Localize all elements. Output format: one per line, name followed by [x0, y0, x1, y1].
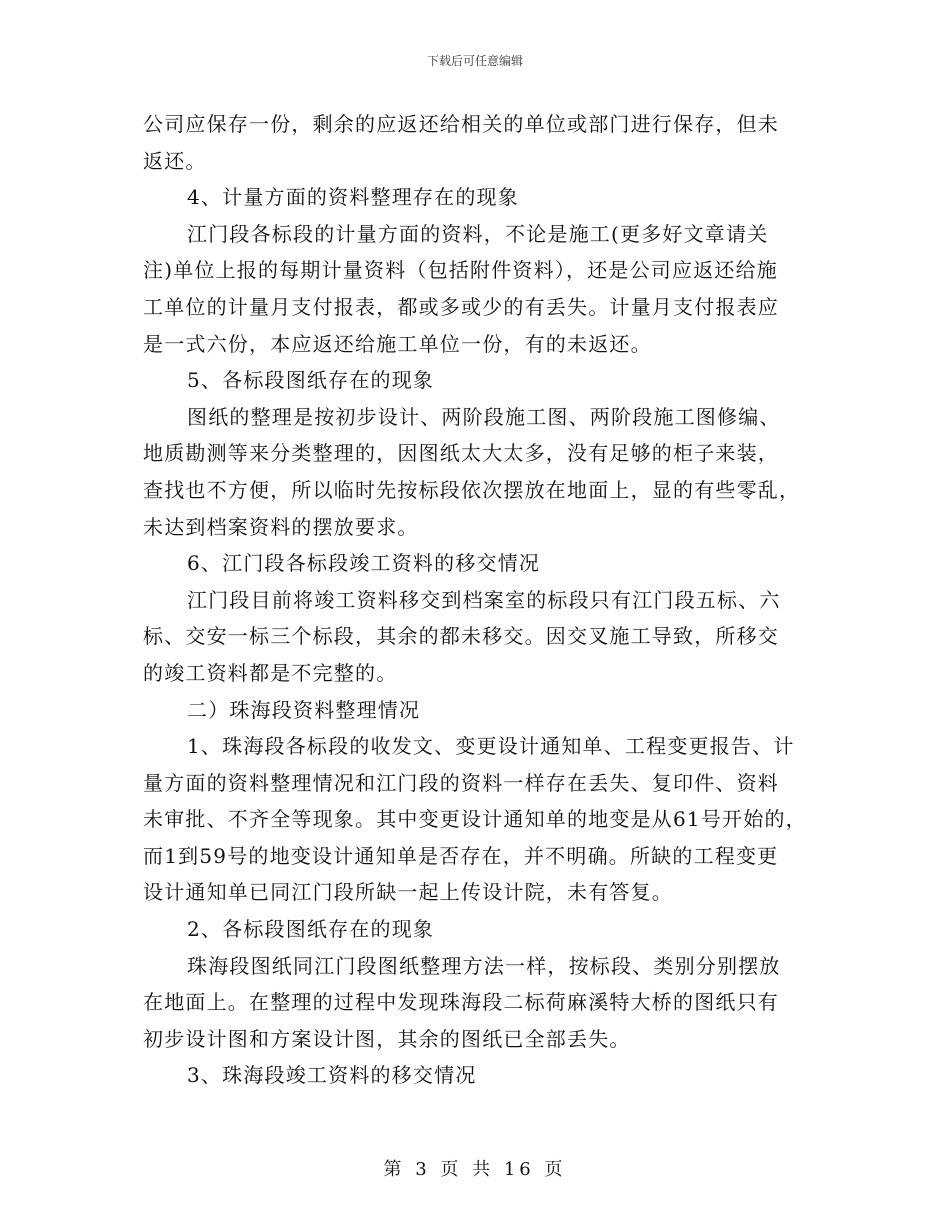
- text-line: 初步设计图和方案设计图，其余的图纸已全部丢失。: [143, 1026, 631, 1051]
- text-line: 1、珠海段各标段的收发文、变更设计通知单、工程变更报告、计: [187, 734, 795, 759]
- text-line: 查找也不方便，所以临时先按标段依次摆放在地面上，显的有些零乱，: [143, 477, 801, 502]
- text-line: 量方面的资料整理情况和江门段的资料一样存在丢失、复印件、资料: [143, 770, 779, 795]
- text-line: 地质勘测等来分类整理的，因图纸太大太多，没有足够的柜子来装，: [143, 441, 779, 466]
- text-line: 2、各标段图纸存在的现象: [187, 917, 435, 942]
- text-line: 3、珠海段竣工资料的移交情况: [187, 1063, 477, 1088]
- text-line: 工单位的计量月支付报表，都或多或少的有丢失。计量月支付报表应: [143, 294, 779, 319]
- text-line: 江门段目前将竣工资料移交到档案室的标段只有江门段五标、六: [187, 587, 781, 612]
- text-line: 的竣工资料都是不完整的。: [143, 660, 398, 685]
- text-line: 是一式六份，本应返还给施工单位一份，有的未返还。: [143, 331, 652, 356]
- text-line: 珠海段图纸同江门段图纸整理方法一样，按标段、类别分别摆放: [187, 953, 781, 978]
- document-body: [143, 106, 811, 1094]
- text-line: 图纸的整理是按初步设计、两阶段施工图、两阶段施工图修编、: [187, 404, 781, 429]
- page-number-footer: 第 3 页 共 16 页: [383, 1159, 567, 1180]
- text-line: 而1到59号的地变设计通知单是否存在，并不明确。所缺的工程变更: [143, 843, 779, 868]
- text-line: 4、计量方面的资料整理存在的现象: [187, 185, 519, 210]
- text-line: 标、交安一标三个标段，其余的都未移交。因交叉施工导致，所移交: [143, 624, 779, 649]
- text-line: 5、各标段图纸存在的现象: [187, 368, 435, 393]
- text-line: 未审批、不齐全等现象。其中变更设计通知单的地变是从61号开始的，: [143, 807, 807, 832]
- text-line: 公司应保存一份，剩余的应返还给相关的单位或部门进行保存，但未: [143, 112, 779, 136]
- page-header: 下载后可任意编辑: [426, 54, 523, 68]
- text-line: 未达到档案资料的摆放要求。: [143, 514, 419, 539]
- text-line: 在地面上。在整理的过程中发现珠海段二标荷麻溪特大桥的图纸只有: [143, 990, 779, 1015]
- text-line: 返还。: [143, 148, 207, 173]
- text-line: 江门段各标段的计量方面的资料，不论是施工(更多好文章请关: [187, 221, 769, 246]
- text-line: 设计通知单已同江门段所缺一起上传设计院，未有答复。: [143, 880, 673, 905]
- text-line: 二）珠海段资料整理情况: [187, 697, 421, 722]
- text-line: 6、江门段各标段竣工资料的移交情况: [187, 551, 541, 576]
- text-line: 注)单位上报的每期计量资料（包括附件资料），还是公司应返还给施: [143, 258, 779, 283]
